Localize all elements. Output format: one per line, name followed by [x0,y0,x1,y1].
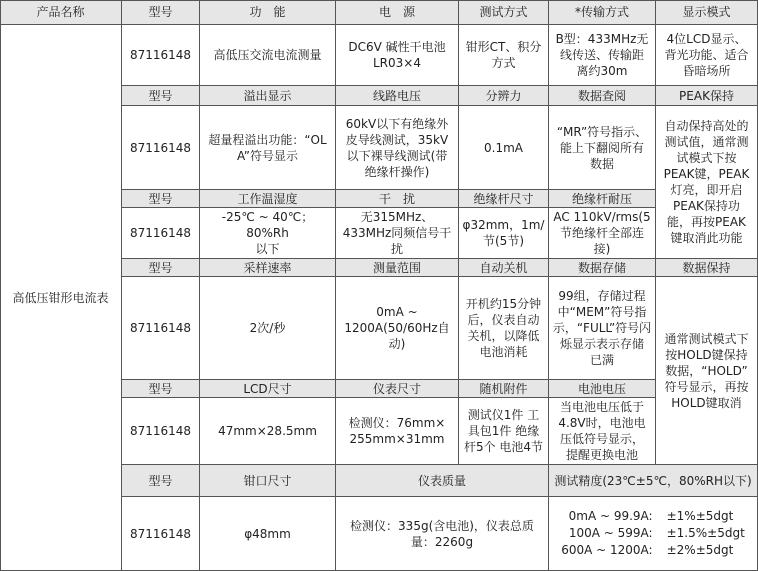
lcd-size-value: 47mm×28.5mm [200,398,336,465]
header-model: 型号 [122,86,200,106]
measuring-range-value: 0mA ~ 1200A(50/60Hz自 动) [336,277,459,380]
accessories-value: 测试仪1件 工 具包1件 绝缘 杆5个 电池4节 [459,398,549,465]
header-model: 型号 [122,259,200,277]
display-mode-value: 4位LCD显示、 背光功能、适合 昏暗场所 [656,25,758,86]
header-test-accuracy: 测试精度(23℃±5℃，80%RH以下) [549,465,758,497]
header-auto-power-off: 自动关机 [459,259,549,277]
model-value: 87116148 [122,25,200,86]
header-insulating-rod-size: 绝缘杆尺寸 [459,190,549,208]
function-value: 高低压交流电流测量 [200,25,336,86]
instrument-size-value: 检测仪：76mm× 255mm×31mm [336,398,459,465]
header-instrument-size: 仪表尺寸 [336,380,459,398]
header-peak-hold: PEAK保持 [656,86,758,106]
header-power: 电 源 [336,0,459,25]
header-model: 型号 [122,190,200,208]
header-accessories: 随机附件 [459,380,549,398]
header-jaw-size: 钳口尺寸 [200,465,336,497]
model-value: 87116148 [122,277,200,380]
data-hold-value: 通常测试模式下 按HOLD键保持 数据，“HOLD” 符号显示，再按 HOLD键取消 [656,277,758,465]
model-value: 87116148 [122,106,200,190]
header-insulating-rod-voltage: 绝缘杆耐压 [549,190,656,208]
accuracy-range: 600A ~ 1200A: [561,543,653,557]
power-value: DC6V 碱性干电池 LR03×4 [336,25,459,86]
header-model: 型号 [122,465,200,497]
header-transmission: *传输方式 [549,0,656,25]
interference-value: 无315MHz、 433MHz同频信号干 扰 [336,208,459,259]
accuracy-value: ±1.5%±5dgt [666,526,745,540]
header-data-review: 数据查阅 [549,86,656,106]
data-storage-value: 99组，存储过程 中“MEM”符号指 示，“FULL”符号闪 烁显示表示存储 已满 [549,277,656,380]
battery-voltage-value: 当电池电压低于 4.8V时，电池电 压低符号显示， 提醒更换电池 [549,398,656,465]
header-instrument-weight: 仪表质量 [336,465,549,497]
header-resolution: 分辨力 [459,86,549,106]
line-voltage-value: 60kV以下有绝缘外 皮导线测试，35kV 以下裸导线测试(带 绝缘杆操作) [336,106,459,190]
model-value: 87116148 [122,208,200,259]
header-sampling-rate: 采样速率 [200,259,336,277]
accuracy-range: 0mA ~ 99.9A: [568,509,653,523]
accuracy-value: ±2%±5dgt [666,543,734,557]
header-display-mode: 显示模式 [656,0,758,25]
header-data-storage: 数据存储 [549,259,656,277]
header-lcd-size: LCD尺寸 [200,380,336,398]
instrument-weight-value: 检测仪：335g(含电池)，仪表总质 量：2260g [336,497,549,571]
sampling-rate-value: 2次/秒 [200,277,336,380]
resolution-value: 0.1mA [459,106,549,190]
test-accuracy-value [549,497,758,571]
auto-power-off-value: 开机约15分钟 后，仪表自动 关机，以降低 电池消耗 [459,277,549,380]
product-name-cell: 高低压钳形电流表 [0,25,122,571]
header-line-voltage: 线路电压 [336,86,459,106]
model-value: 87116148 [122,398,200,465]
operating-temp-humidity-value: -25℃ ~ 40℃；80%Rh 以下 [200,208,336,259]
model-value: 87116148 [122,497,200,571]
accuracy-range: 100A ~ 599A: [568,526,653,540]
header-interference: 干 扰 [336,190,459,208]
header-test-method: 测试方式 [459,0,549,25]
header-model: 型号 [122,0,200,25]
header-operating-temp-humidity: 工作温湿度 [200,190,336,208]
accuracy-list [561,508,745,559]
insulating-rod-voltage-value: AC 110kV/rms(5 节绝缘杆全部连 接) [549,208,656,259]
header-function: 功 能 [200,0,336,25]
accuracy-value: ±1%±5dgt [666,509,734,523]
insulating-rod-size-value: φ32mm，1m/ 节(5节) [459,208,549,259]
header-data-hold: 数据保持 [656,259,758,277]
data-review-value: “MR”符号指示、 能上下翻阅所有 数据 [549,106,656,190]
header-product-name: 产品名称 [0,0,122,25]
transmission-value: B型：433MHz无 线传送、传输距 离约30m [549,25,656,86]
overflow-display-value: 超量程溢出功能：“OL A”符号显示 [200,106,336,190]
header-battery-voltage: 电池电压 [549,380,656,398]
jaw-size-value: φ48mm [200,497,336,571]
header-measuring-range: 测量范围 [336,259,459,277]
test-method-value: 钳形CT、积分 方式 [459,25,549,86]
peak-hold-value: 自动保持高处的 测试值，通常测 试模式下按 PEAK键，PEAK 灯亮，即开启 PEAK保持功 能，再按PEAK 键取消此功能 [656,106,758,259]
header-overflow-display: 溢出显示 [200,86,336,106]
header-model: 型号 [122,380,200,398]
